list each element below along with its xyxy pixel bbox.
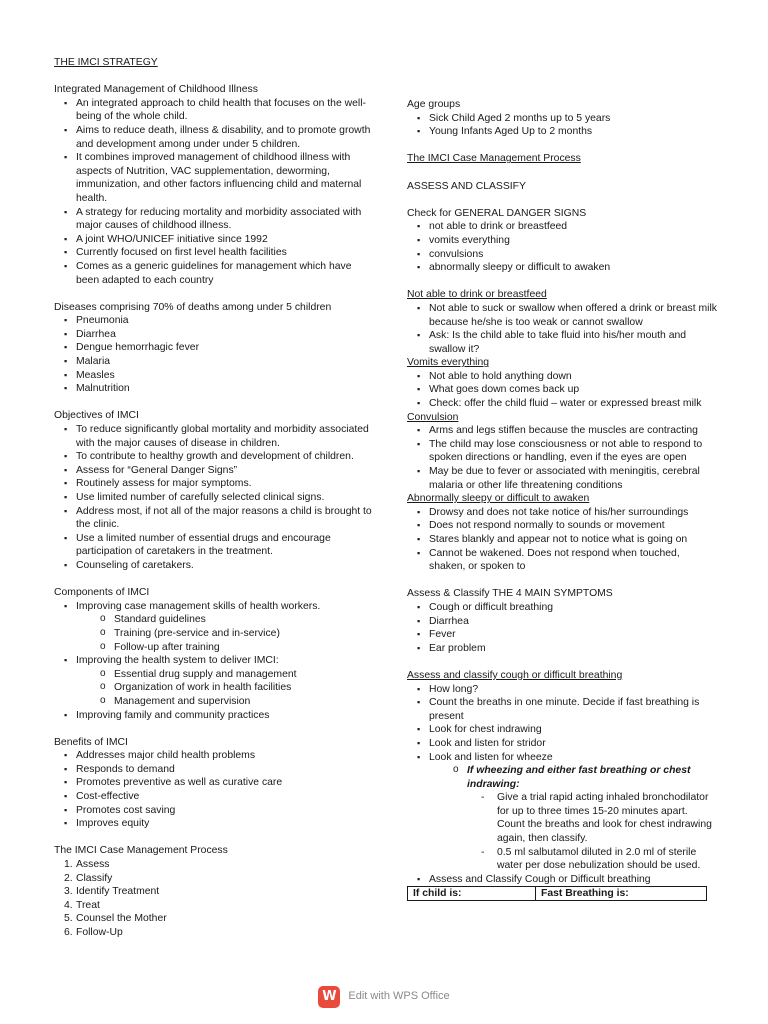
list-item: [54, 912, 372, 926]
dash-list-item: - 0.5 ml salbutamol diluted in 2.0 ml of sterile water per dose nebulization should be used.: [477, 846, 717, 873]
list-item: ▪ Promotes preventive as well as curative care: [54, 776, 372, 790]
list-item: ▪ Addresses major child health problems: [54, 749, 372, 763]
list-item: ▪ Drowsy and does not take notice of his/her surroundings: [407, 506, 717, 520]
list-item: ▪ Cough or difficult breathing: [407, 601, 717, 615]
list-item-text: Assess: [76, 859, 110, 871]
list-item: ▪ abnormally sleepy or difficult to awaken: [407, 261, 717, 275]
list-item: ▪ Stares blankly and appear not to notice what is going on: [407, 533, 717, 547]
sub-list-item: o Standard guidelines: [92, 613, 372, 627]
list-item: ▪ A strategy for reducing mortality and morbidity associated with major causes of childhood illness.: [54, 206, 372, 233]
list-item: ▪ Not able to suck or swallow when offered a drink or breast milk because he/she is too weak or cannot swallow: [407, 302, 717, 329]
sub-list-item: o Training (pre-service and in-service): [92, 627, 372, 641]
list-item: ▪ Fever: [407, 628, 717, 642]
list-item-text: Treat: [76, 899, 100, 911]
vomit-heading: Vomits everything: [407, 357, 490, 369]
list-item: ▪ Responds to demand: [54, 763, 372, 777]
list-item: ▪ Use limited number of carefully selected clinical signs.: [54, 491, 372, 505]
list-item: ▪ Measles: [54, 369, 372, 383]
list-item: ▪ An integrated approach to child health that focuses on the well-being of the whole child.: [54, 97, 372, 124]
process-heading-left: The IMCI Case Management Process: [54, 845, 228, 857]
list-item: ▪ May be due to fever or associated with meningitis, cerebral malaria or other life threatening conditions: [407, 465, 717, 492]
age-groups-heading: Age groups: [407, 99, 461, 110]
list-item: ▪ How long?: [407, 683, 717, 697]
list-item: ▪ Malnutrition: [54, 382, 372, 396]
cough-list: [407, 683, 717, 887]
list-item: ▪ Young Infants Aged Up to 2 months: [407, 125, 717, 139]
convulsion-heading: Convulsion: [407, 411, 459, 423]
age-groups-list: [407, 112, 717, 139]
list-item: ▪ Diarrhea: [54, 328, 372, 342]
diseases-heading: Diseases comprising 70% of deaths among under 5 children: [54, 301, 332, 313]
list-item: ▪ Dengue hemorrhagic fever: [54, 341, 372, 355]
list-item: ▪ Diarrhea: [407, 615, 717, 629]
list-number: 1.: [64, 859, 73, 871]
table-row: [408, 887, 707, 901]
list-item: ▪ vomits everything: [407, 234, 717, 248]
wheeze-condition: If wheezing and either fast breathing or chest indrawing:: [467, 765, 691, 790]
list-number: 4.: [64, 899, 73, 911]
list-number: 3.: [64, 886, 73, 898]
assess-classify-heading: ASSESS AND CLASSIFY: [407, 180, 526, 192]
sub-list-item: o Management and supervision: [92, 695, 372, 709]
list-item-text: Follow-Up: [76, 927, 123, 938]
list-item: ▪ Look for chest indrawing: [407, 723, 717, 737]
list-item: ▪ Malaria: [54, 355, 372, 369]
list-number: 5.: [64, 913, 73, 925]
sleepy-list: [407, 506, 717, 574]
wps-logo-icon: W: [318, 986, 340, 1008]
left-column: [54, 56, 372, 940]
benefits-list: [54, 749, 372, 831]
table-header-cell: Fast Breathing is:: [536, 887, 707, 901]
wps-footer[interactable]: [0, 986, 768, 1008]
main-symptoms-heading: Assess & Classify THE 4 MAIN SYMPTOMS: [407, 588, 613, 600]
sub-list: [429, 764, 717, 873]
components-heading: Components of IMCI: [54, 587, 150, 599]
process-heading-right: The IMCI Case Management Process: [407, 153, 581, 165]
danger-signs-heading: Check for GENERAL DANGER SIGNS: [407, 207, 587, 219]
list-item-text: Classify: [76, 872, 113, 884]
vomit-list: [407, 370, 717, 411]
list-item: ▪ not able to drink or breastfeed: [407, 220, 717, 234]
list-item: ▪ Assess for “General Danger Signs”: [54, 464, 372, 478]
dash-list-item: - Give a trial rapid acting inhaled bronchodilator for up to three times 15-20 minutes apart. Count the breaths and look for chest indrawing again, then classify.: [477, 791, 717, 845]
sub-list-item: o Essential drug supply and management: [92, 668, 372, 682]
components-list: [54, 600, 372, 722]
list-item: ▪ Improves equity: [54, 817, 372, 831]
list-item: ▪ Improving family and community practices: [54, 709, 372, 723]
process-list: [54, 858, 372, 940]
list-item: ▪ Sick Child Aged 2 months up to 5 years: [407, 112, 717, 126]
imci-heading: Integrated Management of Childhood Illness: [54, 84, 258, 96]
benefits-heading: Benefits of IMCI: [54, 736, 128, 748]
main-symptoms-list: [407, 601, 717, 655]
list-number: 2.: [64, 872, 73, 884]
table-header-cell: If child is:: [408, 887, 536, 901]
list-item: ▪ Routinely assess for major symptoms.: [54, 477, 372, 491]
edit-with-wps-link[interactable]: Edit with WPS Office: [348, 990, 450, 1003]
list-item: ▪ Cost-effective: [54, 790, 372, 804]
list-item: [54, 654, 372, 708]
list-item: ▪ Currently focused on first level health facilities: [54, 246, 372, 260]
list-item: [54, 926, 372, 940]
sub-list-item: o Organization of work in health facilities: [92, 681, 372, 695]
list-item-text: Improving the health system to deliver IMCI:: [76, 655, 279, 667]
list-item-text: Improving case management skills of health workers.: [76, 600, 321, 612]
list-item: [54, 858, 372, 872]
list-item: ▪ To reduce significantly global mortality and morbidity associated with the major causes of disease in children.: [54, 423, 372, 450]
drink-heading: Not able to drink or breastfeed: [407, 289, 547, 301]
list-item: [407, 751, 717, 873]
list-item: ▪ Assess and Classify Cough or Difficult breathing: [407, 873, 717, 887]
list-item: ▪ Promotes cost saving: [54, 804, 372, 818]
diseases-list: [54, 314, 372, 396]
list-item: ▪ convulsions: [407, 248, 717, 262]
list-item: ▪ Comes as a generic guidelines for management which have been adapted to each country: [54, 260, 372, 287]
list-item: ▪ Does not respond normally to sounds or movement: [407, 519, 717, 533]
list-item: [54, 885, 372, 899]
cough-heading: Assess and classify cough or difficult breathing: [407, 669, 623, 681]
sub-list: [76, 668, 372, 709]
convulsion-list: [407, 424, 717, 492]
list-item: [54, 872, 372, 886]
dash-list: [467, 791, 717, 873]
list-item: ▪ Pneumonia: [54, 314, 372, 328]
list-item: ▪ What goes down comes back up: [407, 383, 717, 397]
imci-list: [54, 97, 372, 287]
breathing-table: [407, 886, 707, 901]
list-item: ▪ Arms and legs stiffen because the muscles are contracting: [407, 424, 717, 438]
list-item-text: Look and listen for wheeze: [429, 751, 553, 763]
list-item: ▪ Counseling of caretakers.: [54, 559, 372, 573]
drink-list: [407, 302, 717, 356]
list-item: ▪ Ear problem: [407, 642, 717, 656]
list-item: ▪ Look and listen for stridor: [407, 737, 717, 751]
list-item-text: Identify Treatment: [76, 886, 160, 898]
right-column: [407, 56, 717, 901]
list-item: ▪ Not able to hold anything down: [407, 370, 717, 384]
list-item: [54, 600, 372, 654]
list-number: 6.: [64, 927, 73, 938]
list-item: ▪ It combines improved management of childhood illness with aspects of Nutrition, VAC supplementation, deworming, immunization, and other factors influencing child and maternal health.: [54, 151, 372, 205]
list-item: ▪ Ask: Is the child able to take fluid into his/her mouth and swallow it?: [407, 329, 717, 356]
danger-signs-list: [407, 220, 717, 274]
list-item: ▪ Address most, if not all of the major reasons a child is brought to the clinic.: [54, 505, 372, 532]
list-item: [54, 899, 372, 913]
list-item: ▪ Count the breaths in one minute. Decide if fast breathing is present: [407, 696, 717, 723]
sleepy-heading: Abnormally sleepy or difficult to awaken: [407, 493, 590, 505]
sub-list-item: [445, 764, 717, 873]
list-item: ▪ A joint WHO/UNICEF initiative since 1992: [54, 233, 372, 247]
list-item: ▪ Cannot be wakened. Does not respond when touched, shaken, or spoken to: [407, 547, 717, 574]
list-item-text: Counsel the Mother: [76, 913, 167, 925]
list-item: ▪ The child may lose consciousness or not able to respond to spoken directions or handling, even if the eyes are open: [407, 438, 717, 465]
list-item: ▪ Use a limited number of essential drugs and encourage participation of caretakers in the treatment.: [54, 532, 372, 559]
page-title: THE IMCI STRATEGY: [54, 57, 158, 68]
list-item: ▪ To contribute to healthy growth and development of children.: [54, 450, 372, 464]
objectives-heading: Objectives of IMCI: [54, 410, 139, 422]
sub-list: [76, 613, 372, 654]
objectives-list: [54, 423, 372, 573]
sub-list-item: o Follow-up after training: [92, 641, 372, 655]
list-item: ▪ Aims to reduce death, illness & disability, and to promote growth and development among under under 5 children.: [54, 124, 372, 151]
list-item: ▪ Check: offer the child fluid – water or expressed breast milk: [407, 397, 717, 411]
